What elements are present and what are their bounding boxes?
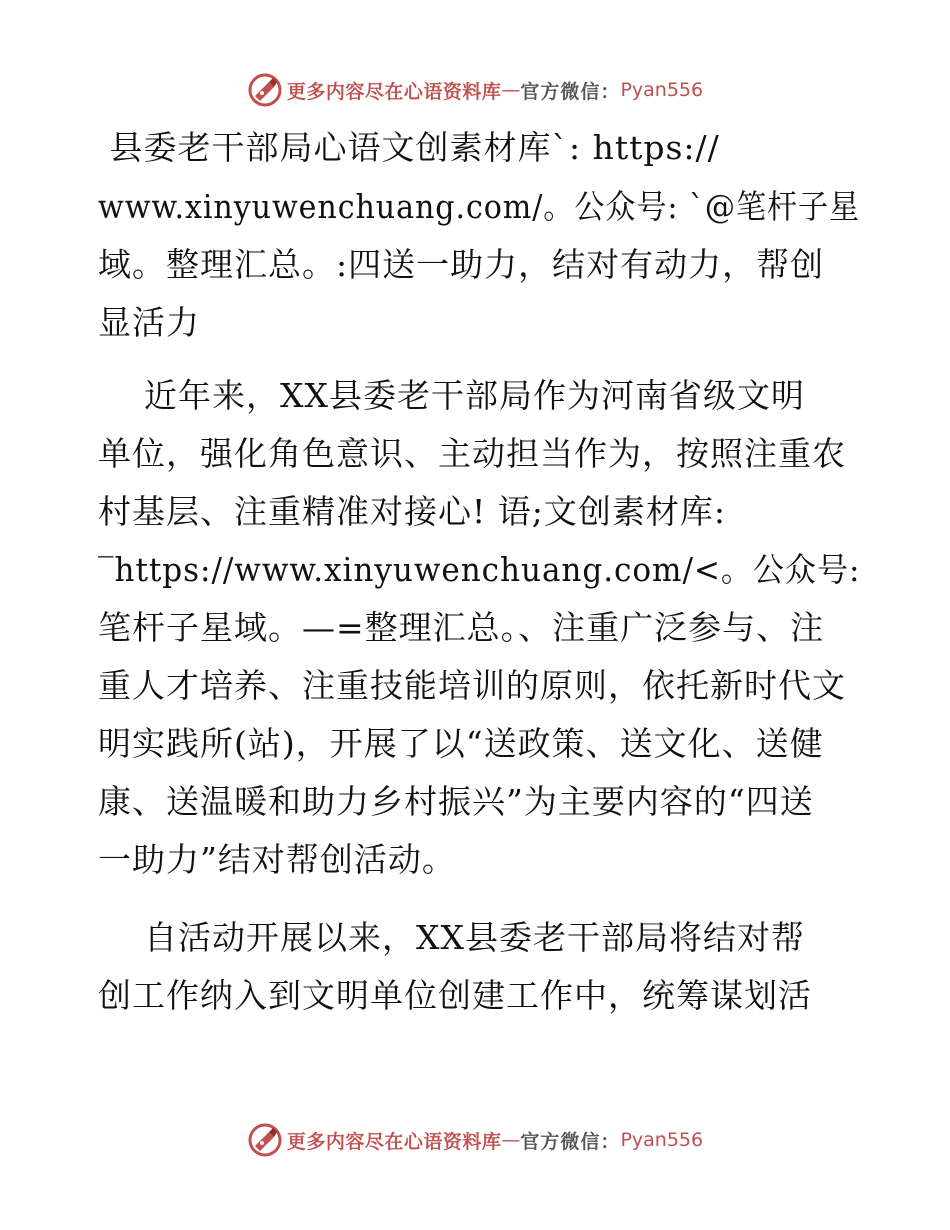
body-line: 自活动开展以来，XX县委老干部局将结对帮: [98, 918, 805, 957]
body-line: 笔杆子星域。—=整理汇总。、注重广泛参与、注: [98, 608, 825, 647]
watermark-dash: —: [501, 79, 521, 101]
body-line: ‾https://www.xinyuwenchuang.com/<。公众号:: [98, 550, 861, 589]
pen-nib-logo-icon: [247, 1122, 283, 1158]
watermark-wechat-id: Pyan556: [620, 1129, 704, 1151]
body-line: 显活力: [98, 303, 200, 342]
body-line: 近年来，XX县委老干部局作为河南省级文明: [98, 376, 805, 415]
body-line: 一助力”结对帮创活动。: [98, 840, 456, 879]
body-line: 域。整理汇总。:四送一助力，结对有动力，帮创: [98, 245, 825, 284]
pen-nib-logo-icon: [247, 72, 283, 108]
watermark-dash: —: [501, 1129, 521, 1151]
footer-watermark: [0, 1120, 950, 1160]
body-line: 县委老干部局心语文创素材库`: https://: [98, 128, 720, 167]
body-line: 单位，强化角色意识、主动担当作为，按照注重农: [98, 434, 846, 473]
watermark-wechat-id: Pyan556: [620, 79, 704, 101]
header-watermark: [0, 70, 950, 110]
body-line: 村基层、注重精准对接心! 语;文创素材库:: [98, 492, 726, 531]
body-line: 明实践所(站)，开展了以“送政策、送文化、送健: [98, 724, 824, 763]
watermark-brand: 更多内容尽在心语资料库: [286, 1130, 502, 1153]
body-line: www.xinyuwenchuang.com/。公众号: `@笔杆子星: [98, 187, 861, 226]
watermark-brand: 更多内容尽在心语资料库: [286, 80, 502, 103]
watermark-label: 官方微信：: [520, 1130, 621, 1153]
body-line: 康、送温暖和助力乡村振兴”为主要内容的“四送: [98, 782, 814, 821]
body-line: 创工作纳入到文明单位创建工作中，统筹谋划活: [98, 976, 812, 1015]
watermark-label: 官方微信：: [520, 80, 621, 103]
body-line: 重人才培养、注重技能培训的原则，依托新时代文: [98, 666, 846, 705]
